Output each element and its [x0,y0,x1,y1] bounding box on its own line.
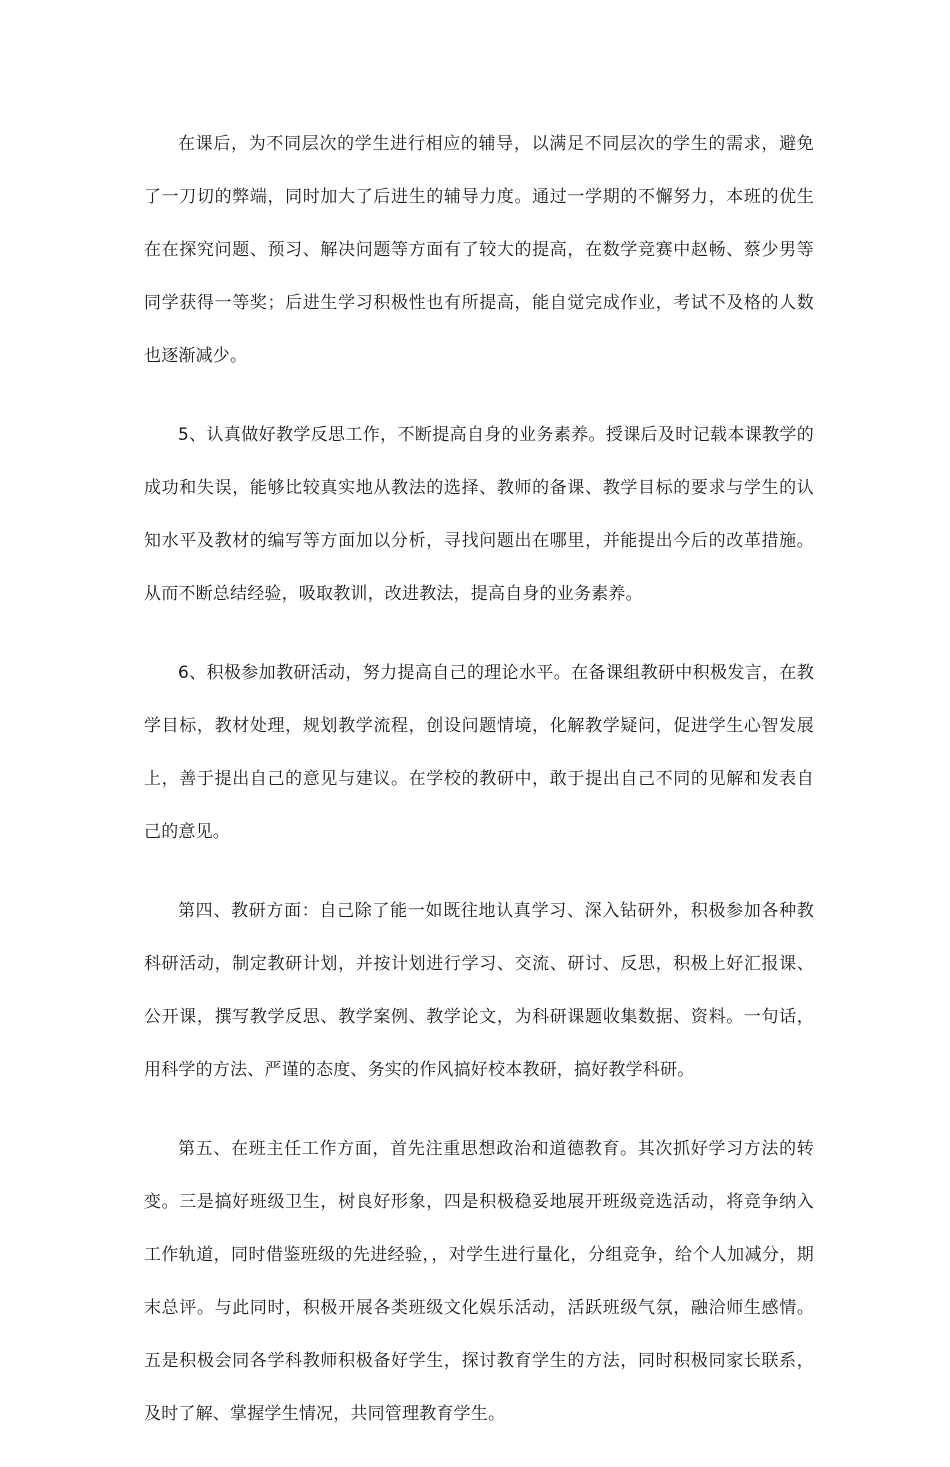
paragraph-teaching-research-activities: 6、积极参加教研活动，努力提高自己的理论水平。在备课组教研中积极发言，在教学目标，教材处理，规划教学流程，创设问题情境，化解教学疑问，促进学生心智发展上，善于提出自己的意见与建议。在学校的教研中，敢于提出自己不同的见解和发表自己的意见。 [144,663,814,842]
paragraph-teaching-reflection: 5、认真做好教学反思工作，不断提高自身的业务素养。授课后及时记载本课教学的成功和失误，能够比较真实地从教法的选择、教师的备课、教学目标的要求与学生的认知水平及教材的编写等方面加以分析，寻找问题出在哪里，并能提出今后的改革措施。从而不断总结经验，吸取教训，改进教法，提高自身的业务素养。 [144,425,814,604]
document-body [144,118,814,1467]
paragraph-research-aspect: 第四、教研方面：自己除了能一如既往地认真学习、深入钻研外，积极参加各种教科研活动，制定教研计划，并按计划进行学习、交流、研讨、反思，积极上好汇报课、公开课，撰写教学反思、教学案例、教学论文，为科研课题收集数据、资料。一句话，用科学的方法、严谨的态度、务实的作风搞好校本教研，搞好教学科研。 [144,901,814,1080]
paragraph-class-teacher-work: 第五、在班主任工作方面，首先注重思想政治和道德教育。其次抓好学习方法的转变。三是搞好班级卫生，树良好形象，四是积极稳妥地展开班级竞选活动，将竞争纳入工作轨道，同时借鉴班级的先进经验，，对学生进行量化，分组竞争，给个人加减分，期末总评。与此同时，积极开展各类班级文化娱乐活动，活跃班级气氛，融洽师生感情。五是积极会同各学科教师积极备好学生，探讨教育学生的方法，同时积极同家长联系，及时了解、掌握学生情况，共同管理教育学生。 [144,1139,814,1424]
paragraph-after-class-tutoring: 在课后，为不同层次的学生进行相应的辅导，以满足不同层次的学生的需求，避免了一刀切的弊端，同时加大了后进生的辅导力度。通过一学期的不懈努力，本班的优生在在探究问题、预习、解决问题等方面有了较大的提高，在数学竞赛中赵畅、蔡少男等同学获得一等奖；后进生学习积极性也有所提高，能自觉完成作业，考试不及格的人数也逐渐减少。 [144,134,814,366]
